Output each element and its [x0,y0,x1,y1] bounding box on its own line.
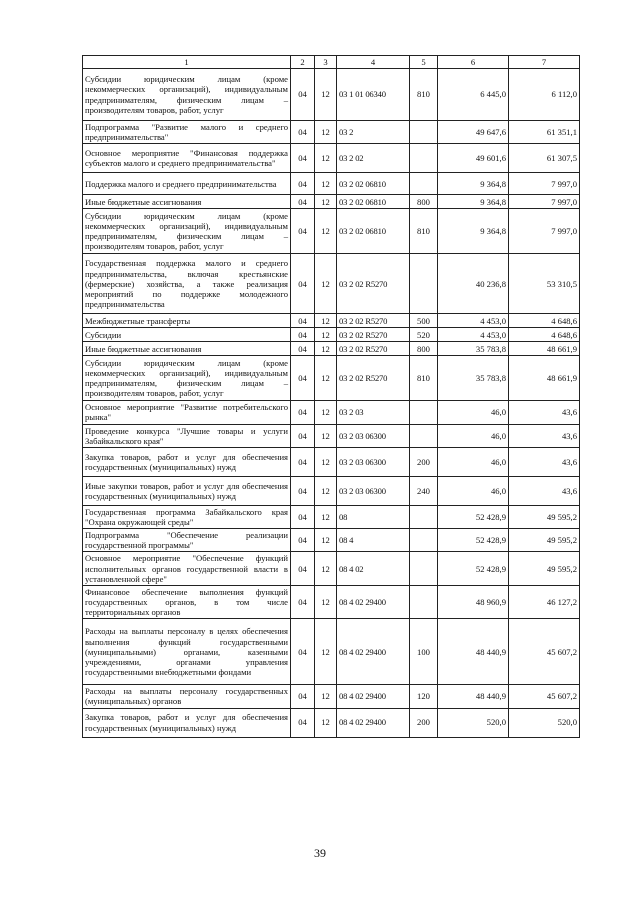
table-row [83,476,580,505]
column-3-cell: 12 [315,552,337,585]
target-code-cell: 03 2 02 [337,144,410,173]
target-code-cell: 03 2 02 R5270 [337,328,410,342]
value-col6-cell: 46,0 [438,476,509,505]
column-header: 6 [438,56,509,69]
page-number: 39 [314,846,326,860]
target-code-cell: 08 4 02 29400 [337,708,410,737]
column-2-cell: 04 [291,342,315,356]
value-col7-cell: 48 661,9 [509,342,580,356]
value-col6-cell: 9 364,8 [438,173,509,195]
expense-type-cell: 240 [410,476,438,505]
value-col6-cell: 46,0 [438,424,509,447]
target-code-cell: 03 2 [337,121,410,144]
target-code-cell: 03 2 02 R5270 [337,314,410,328]
table-row [83,424,580,447]
table-row [83,209,580,254]
target-code-cell: 03 2 02 R5270 [337,342,410,356]
column-3-cell: 12 [315,254,337,314]
column-3-cell: 12 [315,529,337,552]
row-name: Финансовое обеспечение выполнения функций государственных органов, в том числе территориальных органов [83,585,291,618]
value-col7-cell: 46 127,2 [509,585,580,618]
value-col7-cell: 49 595,2 [509,552,580,585]
value-col6-cell: 520,0 [438,708,509,737]
row-name: Субсидии юридическим лицам (кроме некоммерческих организаций), индивидуальным предпринимателям, физическим лицам – производителям товаров, работ, услуг [83,209,291,254]
value-col6-cell: 46,0 [438,401,509,424]
value-col7-cell: 7 997,0 [509,209,580,254]
value-col6-cell: 48 960,9 [438,585,509,618]
column-3-cell: 12 [315,121,337,144]
value-col6-cell: 40 236,8 [438,254,509,314]
column-3-cell: 12 [315,69,337,121]
table-row [83,173,580,195]
row-name: Иные закупки товаров, работ и услуг для обеспечения государственных (муниципальных) нужд [83,476,291,505]
value-col7-cell: 4 648,6 [509,328,580,342]
column-header: 4 [337,56,410,69]
expense-type-cell: 800 [410,342,438,356]
row-name: Расходы на выплаты персоналу в целях обеспечения выполнения функций государственными (муниципальными) органами, казенными учреждениями, органами управления государственными внебюджетными фондами [83,619,291,685]
column-2-cell: 04 [291,328,315,342]
column-2-cell: 04 [291,585,315,618]
expense-type-cell: 520 [410,328,438,342]
target-code-cell: 08 4 02 29400 [337,619,410,685]
row-name: Основное мероприятие "Обеспечение функций исполнительных органов государственной власти в установленной сфере" [83,552,291,585]
value-col7-cell: 53 310,5 [509,254,580,314]
expense-type-cell: 200 [410,447,438,476]
expense-type-cell: 800 [410,195,438,209]
row-name: Основное мероприятие "Финансовая поддержка субъектов малого и среднего предпринимательства" [83,144,291,173]
column-3-cell: 12 [315,585,337,618]
column-2-cell: 04 [291,356,315,401]
target-code-cell: 03 2 03 06300 [337,424,410,447]
column-3-cell: 12 [315,708,337,737]
row-name: Государственная программа Забайкальского края "Охрана окружающей среды" [83,505,291,528]
row-name: Расходы на выплаты персоналу государственных (муниципальных) органов [83,685,291,708]
value-col6-cell: 6 445,0 [438,69,509,121]
column-header: 3 [315,56,337,69]
target-code-cell: 08 4 02 29400 [337,685,410,708]
column-header: 2 [291,56,315,69]
column-3-cell: 12 [315,173,337,195]
table-row [83,619,580,685]
budget-table [82,55,580,738]
column-3-cell: 12 [315,424,337,447]
value-col6-cell: 9 364,8 [438,209,509,254]
row-name: Закупка товаров, работ и услуг для обеспечения государственных (муниципальных) нужд [83,708,291,737]
column-2-cell: 04 [291,144,315,173]
value-col6-cell: 48 440,9 [438,685,509,708]
column-2-cell: 04 [291,476,315,505]
table-row [83,685,580,708]
table-row [83,401,580,424]
target-code-cell: 03 2 03 06300 [337,476,410,505]
column-2-cell: 04 [291,447,315,476]
target-code-cell: 03 1 01 06340 [337,69,410,121]
target-code-cell: 03 2 02 06810 [337,195,410,209]
target-code-cell: 03 2 03 06300 [337,447,410,476]
column-header: 1 [83,56,291,69]
value-col7-cell: 43,6 [509,447,580,476]
value-col6-cell: 9 364,8 [438,195,509,209]
value-col7-cell: 48 661,9 [509,356,580,401]
row-name: Межбюджетные трансферты [83,314,291,328]
row-name: Иные бюджетные ассигнования [83,342,291,356]
expense-type-cell: 500 [410,314,438,328]
expense-type-cell [410,585,438,618]
column-2-cell: 04 [291,552,315,585]
value-col6-cell: 52 428,9 [438,552,509,585]
expense-type-cell: 120 [410,685,438,708]
expense-type-cell: 100 [410,619,438,685]
table-row [83,356,580,401]
target-code-cell: 03 2 02 R5270 [337,356,410,401]
table-row [83,708,580,737]
column-header: 5 [410,56,438,69]
column-2-cell: 04 [291,708,315,737]
target-code-cell: 08 4 02 29400 [337,585,410,618]
table-row [83,121,580,144]
column-3-cell: 12 [315,144,337,173]
column-2-cell: 04 [291,314,315,328]
column-2-cell: 04 [291,69,315,121]
target-code-cell: 03 2 03 [337,401,410,424]
expense-type-cell [410,173,438,195]
value-col6-cell: 48 440,9 [438,619,509,685]
table-row [83,144,580,173]
column-3-cell: 12 [315,447,337,476]
column-2-cell: 04 [291,505,315,528]
column-3-cell: 12 [315,401,337,424]
table-row [83,254,580,314]
value-col7-cell: 520,0 [509,708,580,737]
column-header: 7 [509,56,580,69]
value-col7-cell: 45 607,2 [509,619,580,685]
expense-type-cell: 810 [410,209,438,254]
value-col7-cell: 7 997,0 [509,173,580,195]
column-2-cell: 04 [291,254,315,314]
column-3-cell: 12 [315,314,337,328]
value-col7-cell: 7 997,0 [509,195,580,209]
budget-table-container [82,55,579,738]
column-3-cell: 12 [315,342,337,356]
column-2-cell: 04 [291,401,315,424]
column-2-cell: 04 [291,121,315,144]
value-col7-cell: 4 648,6 [509,314,580,328]
target-code-cell: 03 2 02 06810 [337,173,410,195]
column-3-cell: 12 [315,209,337,254]
row-name: Проведение конкурса "Лучшие товары и услуги Забайкальского края" [83,424,291,447]
column-3-cell: 12 [315,505,337,528]
expense-type-cell [410,401,438,424]
row-name: Государственная поддержка малого и среднего предпринимательства, включая крестьянские (фермерские) хозяйства, а также реализация мероприятий по поддержке молодежного предпринимательства [83,254,291,314]
row-name: Субсидии юридическим лицам (кроме некоммерческих организаций), индивидуальным предпринимателям, физическим лицам – производителям товаров, работ, услуг [83,69,291,121]
row-name: Поддержка малого и среднего предпринимательства [83,173,291,195]
row-name: Иные бюджетные ассигнования [83,195,291,209]
table-row [83,195,580,209]
table-row [83,529,580,552]
expense-type-cell [410,424,438,447]
value-col6-cell: 4 453,0 [438,328,509,342]
column-2-cell: 04 [291,173,315,195]
column-3-cell: 12 [315,685,337,708]
row-name: Подпрограмма "Развитие малого и среднего предпринимательства" [83,121,291,144]
column-2-cell: 04 [291,529,315,552]
value-col7-cell: 61 307,5 [509,144,580,173]
expense-type-cell: 810 [410,69,438,121]
table-row [83,505,580,528]
target-code-cell: 08 4 02 [337,552,410,585]
target-code-cell: 03 2 02 R5270 [337,254,410,314]
row-name: Субсидии юридическим лицам (кроме некоммерческих организаций), индивидуальным предпринимателям, физическим лицам – производителям товаров, работ, услуг [83,356,291,401]
row-name: Подпрограмма "Обеспечение реализации государственной программы" [83,529,291,552]
target-code-cell: 08 4 [337,529,410,552]
expense-type-cell [410,552,438,585]
value-col7-cell: 43,6 [509,424,580,447]
value-col7-cell: 61 351,1 [509,121,580,144]
table-row [83,585,580,618]
value-col7-cell: 43,6 [509,476,580,505]
value-col6-cell: 52 428,9 [438,529,509,552]
row-name: Закупка товаров, работ и услуг для обеспечения государственных (муниципальных) нужд [83,447,291,476]
value-col6-cell: 35 783,8 [438,342,509,356]
expense-type-cell [410,505,438,528]
value-col7-cell: 6 112,0 [509,69,580,121]
row-name: Субсидии [83,328,291,342]
header-row [83,56,580,69]
table-row [83,314,580,328]
expense-type-cell [410,529,438,552]
expense-type-cell: 810 [410,356,438,401]
row-name: Основное мероприятие "Развитие потребительского рынка" [83,401,291,424]
column-2-cell: 04 [291,619,315,685]
column-3-cell: 12 [315,328,337,342]
value-col6-cell: 46,0 [438,447,509,476]
table-row [83,447,580,476]
value-col6-cell: 49 601,6 [438,144,509,173]
table-row [83,69,580,121]
value-col7-cell: 49 595,2 [509,505,580,528]
expense-type-cell [410,144,438,173]
table-row [83,328,580,342]
value-col7-cell: 45 607,2 [509,685,580,708]
value-col6-cell: 4 453,0 [438,314,509,328]
column-3-cell: 12 [315,356,337,401]
column-3-cell: 12 [315,619,337,685]
target-code-cell: 08 [337,505,410,528]
column-2-cell: 04 [291,195,315,209]
table-row [83,342,580,356]
expense-type-cell [410,121,438,144]
column-2-cell: 04 [291,209,315,254]
column-3-cell: 12 [315,476,337,505]
value-col6-cell: 52 428,9 [438,505,509,528]
value-col6-cell: 49 647,6 [438,121,509,144]
expense-type-cell: 200 [410,708,438,737]
value-col6-cell: 35 783,8 [438,356,509,401]
target-code-cell: 03 2 02 06810 [337,209,410,254]
value-col7-cell: 43,6 [509,401,580,424]
value-col7-cell: 49 595,2 [509,529,580,552]
column-3-cell: 12 [315,195,337,209]
table-row [83,552,580,585]
column-2-cell: 04 [291,424,315,447]
column-2-cell: 04 [291,685,315,708]
expense-type-cell [410,254,438,314]
